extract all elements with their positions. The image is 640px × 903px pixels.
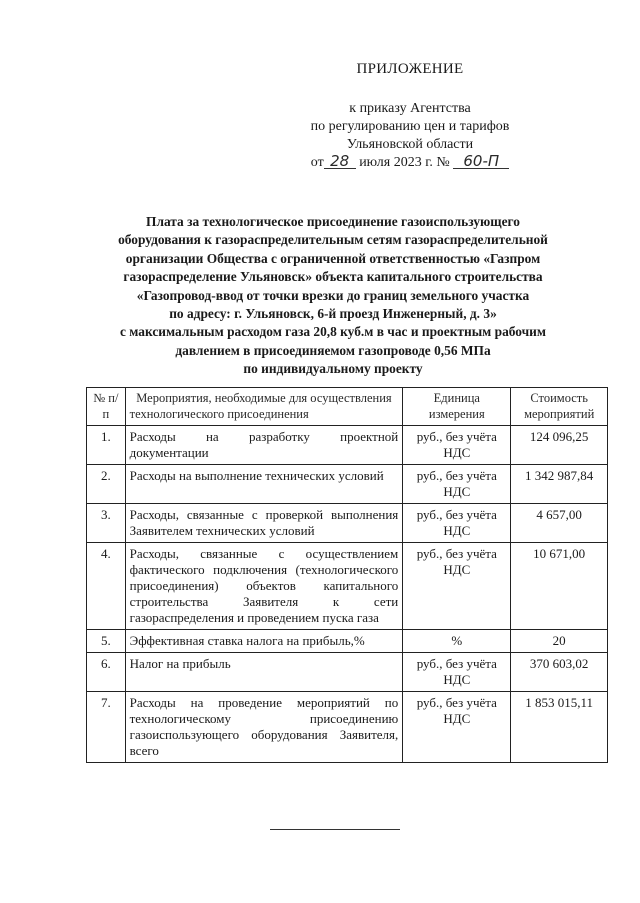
row-num: 7. bbox=[87, 692, 126, 763]
title-line: по адресу: г. Ульяновск, 6-й проезд Инженерный, д. 3» bbox=[169, 306, 497, 322]
appendix-header bbox=[280, 60, 540, 172]
row-unit: руб., без учёта НДС bbox=[403, 543, 511, 630]
row-desc: Расходы, связанные с проверкой выполнения Заявителем технических условий bbox=[125, 504, 403, 543]
header-cost: Стоимость мероприятий bbox=[511, 388, 608, 426]
row-num: 6. bbox=[87, 653, 126, 692]
row-unit: руб., без учёта НДС bbox=[403, 465, 511, 504]
row-desc: Расходы на проведение мероприятий по технологическому присоединению газоиспользующего оборудования Заявителя, всего bbox=[125, 692, 403, 763]
header-desc: Мероприятия, необходимые для осуществления технологического присоединения bbox=[125, 388, 403, 426]
row-num: 4. bbox=[87, 543, 126, 630]
table-row bbox=[87, 426, 608, 465]
order-reference-line-1: к приказу Агентства bbox=[349, 101, 471, 116]
title-line: Плата за технологическое присоединение газоиспользующего bbox=[146, 214, 520, 229]
row-num: 5. bbox=[87, 630, 126, 653]
order-date-number-line bbox=[280, 154, 540, 172]
row-desc: Расходы, связанные с осуществлением фактического подключения (технологического присоединения) объектов капитального строительства Заявителя к сети газораспределения и проведением пуска газа bbox=[125, 543, 403, 630]
row-unit: руб., без учёта НДС bbox=[403, 653, 511, 692]
row-cost: 1 853 015,11 bbox=[511, 692, 608, 763]
order-reference-line-2: по регулированию цен и тарифов bbox=[310, 119, 510, 134]
row-num: 2. bbox=[87, 465, 126, 504]
row-unit: руб., без учёта НДС bbox=[403, 426, 511, 465]
title-line: оборудования к газораспределительным сетям газораспределительной bbox=[118, 232, 548, 248]
row-num: 1. bbox=[87, 426, 126, 465]
document-title bbox=[92, 213, 574, 379]
closing-rule bbox=[270, 829, 400, 830]
row-cost: 20 bbox=[511, 630, 608, 653]
handwritten-order-day: 28 bbox=[324, 154, 356, 169]
header-num: № п/п bbox=[87, 388, 126, 426]
table-row bbox=[87, 543, 608, 630]
appendix-title: ПРИЛОЖЕНИЕ bbox=[356, 61, 464, 77]
title-line: с максимальным расходом газа 20,8 куб.м в час и проектным рабочим bbox=[119, 324, 547, 340]
row-desc: Налог на прибыль bbox=[125, 653, 403, 692]
order-reference-line-3: Ульяновской области bbox=[346, 137, 474, 152]
table-row bbox=[87, 692, 608, 763]
title-line: газораспределение Ульяновск» объекта капитального строительства bbox=[123, 269, 543, 285]
title-line: организации Общества с ограниченной ответственностью «Газпром bbox=[125, 250, 541, 266]
row-desc: Эффективная ставка налога на прибыль,% bbox=[125, 630, 403, 653]
table-row bbox=[87, 653, 608, 692]
title-line: по индивидуальному проекту bbox=[243, 361, 423, 377]
title-line: давлением в присоединяемом газопроводе 0,56 МПа bbox=[175, 342, 491, 358]
table-header-row bbox=[87, 388, 608, 426]
fee-table bbox=[86, 387, 608, 763]
row-cost: 4 657,00 bbox=[511, 504, 608, 543]
order-month-year: июля 2023 г. № bbox=[359, 155, 450, 170]
header-unit: Единица измерения bbox=[403, 388, 511, 426]
row-unit: руб., без учёта НДС bbox=[403, 692, 511, 763]
row-cost: 1 342 987,84 bbox=[511, 465, 608, 504]
order-prefix: от bbox=[310, 155, 324, 170]
row-num: 3. bbox=[87, 504, 126, 543]
row-unit: руб., без учёта НДС bbox=[403, 504, 511, 543]
row-desc: Расходы на разработку проектной документации bbox=[125, 426, 403, 465]
table-row bbox=[87, 465, 608, 504]
row-desc: Расходы на выполнение технических условий bbox=[125, 465, 403, 504]
table-row bbox=[87, 630, 608, 653]
table-row bbox=[87, 504, 608, 543]
title-line: «Газопровод-ввод от точки врезки до границ земельного участка bbox=[136, 287, 530, 303]
row-cost: 124 096,25 bbox=[511, 426, 608, 465]
row-cost: 370 603,02 bbox=[511, 653, 608, 692]
handwritten-order-number: 60-П bbox=[453, 154, 509, 169]
row-unit: % bbox=[403, 630, 511, 653]
row-cost: 10 671,00 bbox=[511, 543, 608, 630]
